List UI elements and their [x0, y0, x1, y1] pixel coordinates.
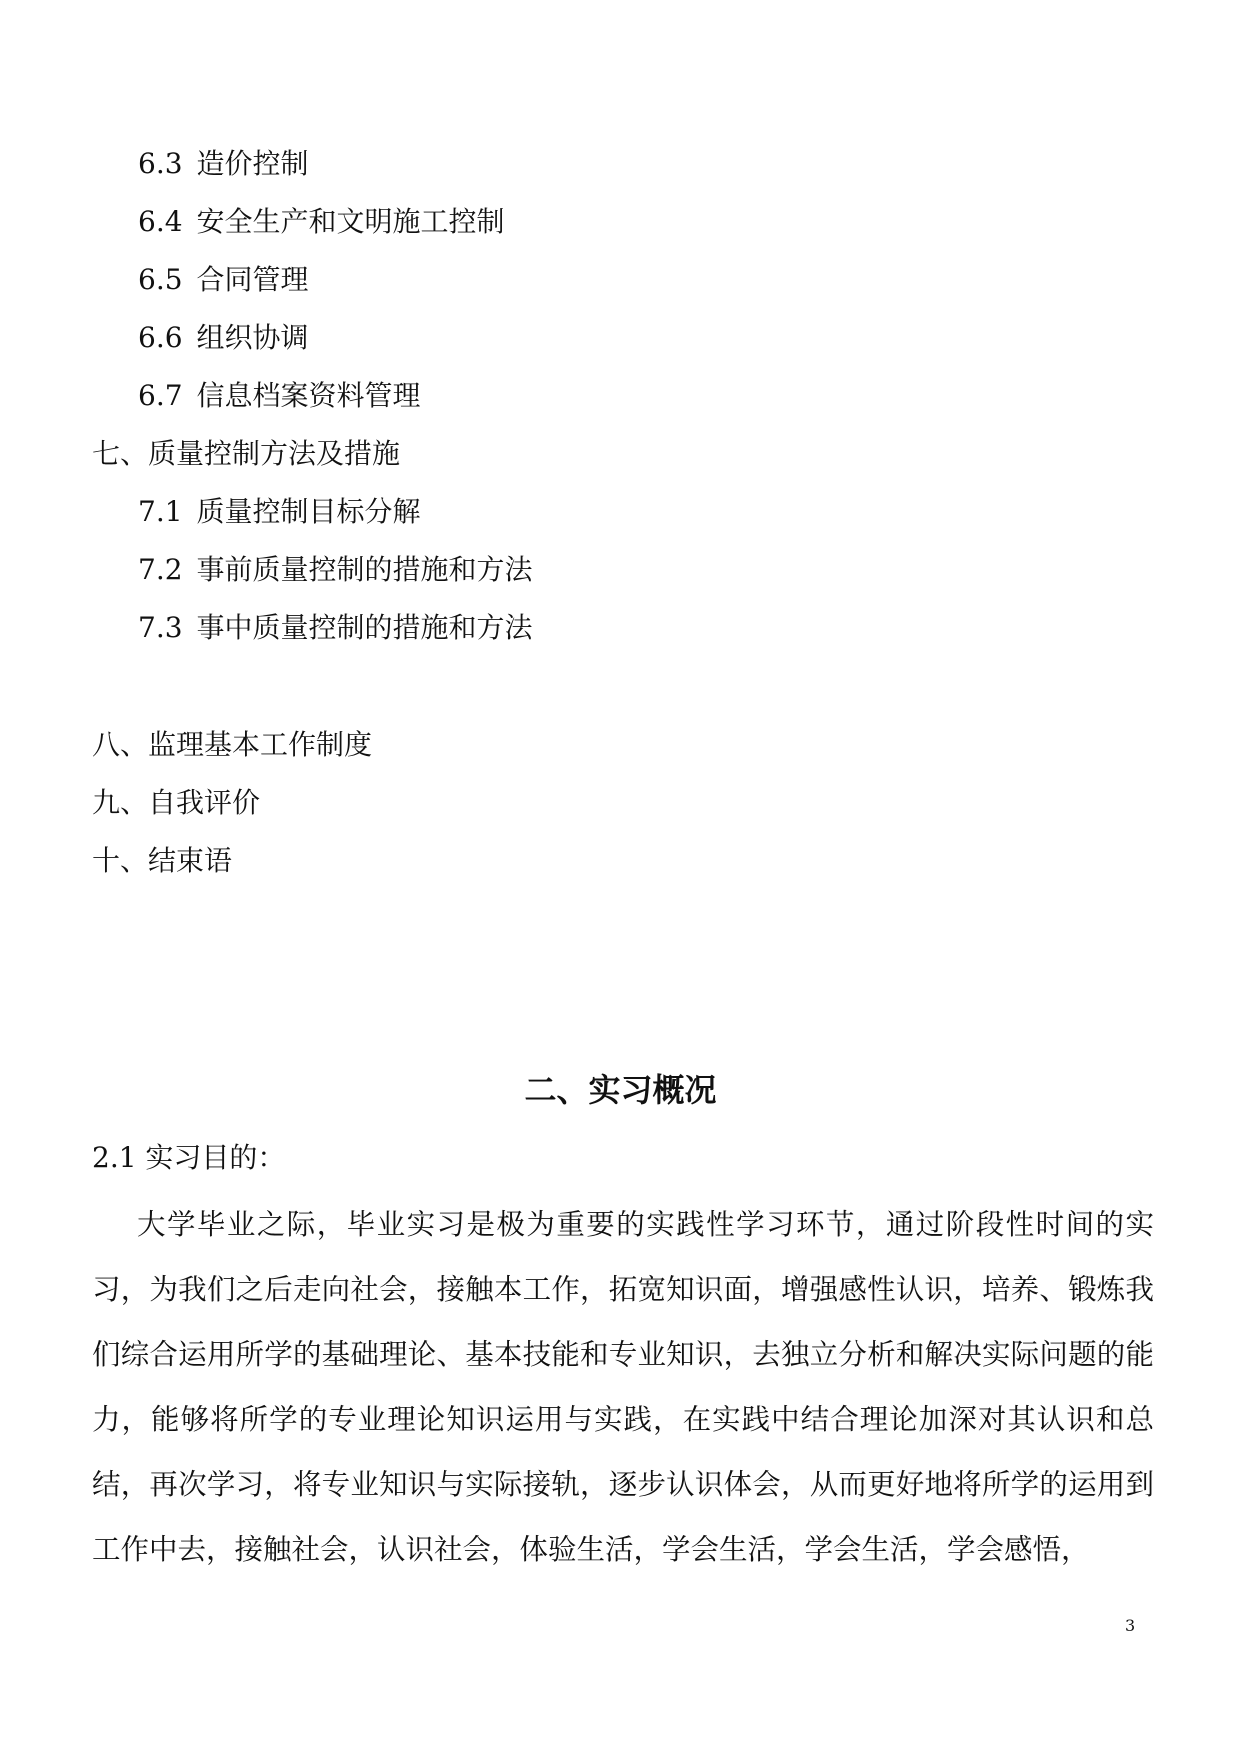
toc-item-text: 七、质量控制方法及措施 [92, 437, 401, 470]
toc-item-text: 事中质量控制的措施和方法 [196, 611, 533, 644]
toc-item-6-5 [138, 262, 309, 298]
toc-item-text: 事前质量控制的措施和方法 [196, 553, 533, 586]
toc-item-chapter-10 [92, 843, 232, 879]
toc-item-text: 十、结束语 [92, 844, 233, 877]
toc-item-7-2 [138, 552, 533, 588]
toc-item-6-7 [138, 378, 421, 414]
toc-item-number: 7.2 [138, 553, 183, 586]
section-subheading: 2.1 实习目的： [92, 1141, 286, 1174]
toc-item-number: 6.3 [138, 147, 183, 180]
toc-item-chapter-7 [92, 436, 400, 472]
toc-item-text: 八、监理基本工作制度 [92, 728, 373, 761]
toc-item-number: 7.1 [138, 495, 183, 528]
toc-item-6-6 [138, 320, 309, 356]
toc-item-number: 6.4 [138, 205, 183, 238]
toc-item-text: 质量控制目标分解 [196, 495, 421, 528]
body-paragraph: 大学毕业之际，毕业实习是极为重要的实践性学习环节，通过阶段性时间的实习，为我们之后走向社会，接触本工作，拓宽知识面，增强感性认识，培养、锻炼我们综合运用所学的基础理论、基本技能和专业知识，去独立分析和解决实际问题的能力，能够将所学的专业理论知识运用与实践，在实践中结合理论加深对其认识和总结，再次学习，将专业知识与实际接轨，逐步认识体会，从而更好地将所学的运用到工作中去，接触社会，认识社会，体验生活，学会生活，学会生活，学会感悟， [92, 1208, 1154, 1566]
section-heading: 二、实习概况 [524, 1071, 717, 1109]
toc-item-text: 信息档案资料管理 [196, 379, 421, 412]
toc-item-chapter-8 [92, 727, 372, 763]
toc-item-text: 安全生产和文明施工控制 [196, 205, 505, 238]
toc-item-chapter-9 [92, 785, 260, 821]
toc-item-text: 造价控制 [196, 147, 309, 180]
toc-item-number: 6.5 [138, 263, 183, 296]
toc-item-text: 组织协调 [196, 321, 309, 354]
toc-item-6-3 [138, 146, 309, 182]
toc-item-7-3 [138, 610, 533, 646]
toc-item-text: 合同管理 [196, 263, 309, 296]
page-number: 3 [1125, 1616, 1136, 1635]
toc-item-number: 6.6 [138, 321, 183, 354]
toc-item-7-1 [138, 494, 421, 530]
toc-item-number: 7.3 [138, 611, 183, 644]
toc-item-number: 6.7 [138, 379, 183, 412]
toc-item-6-4 [138, 204, 505, 240]
toc-item-text: 九、自我评价 [92, 786, 261, 819]
